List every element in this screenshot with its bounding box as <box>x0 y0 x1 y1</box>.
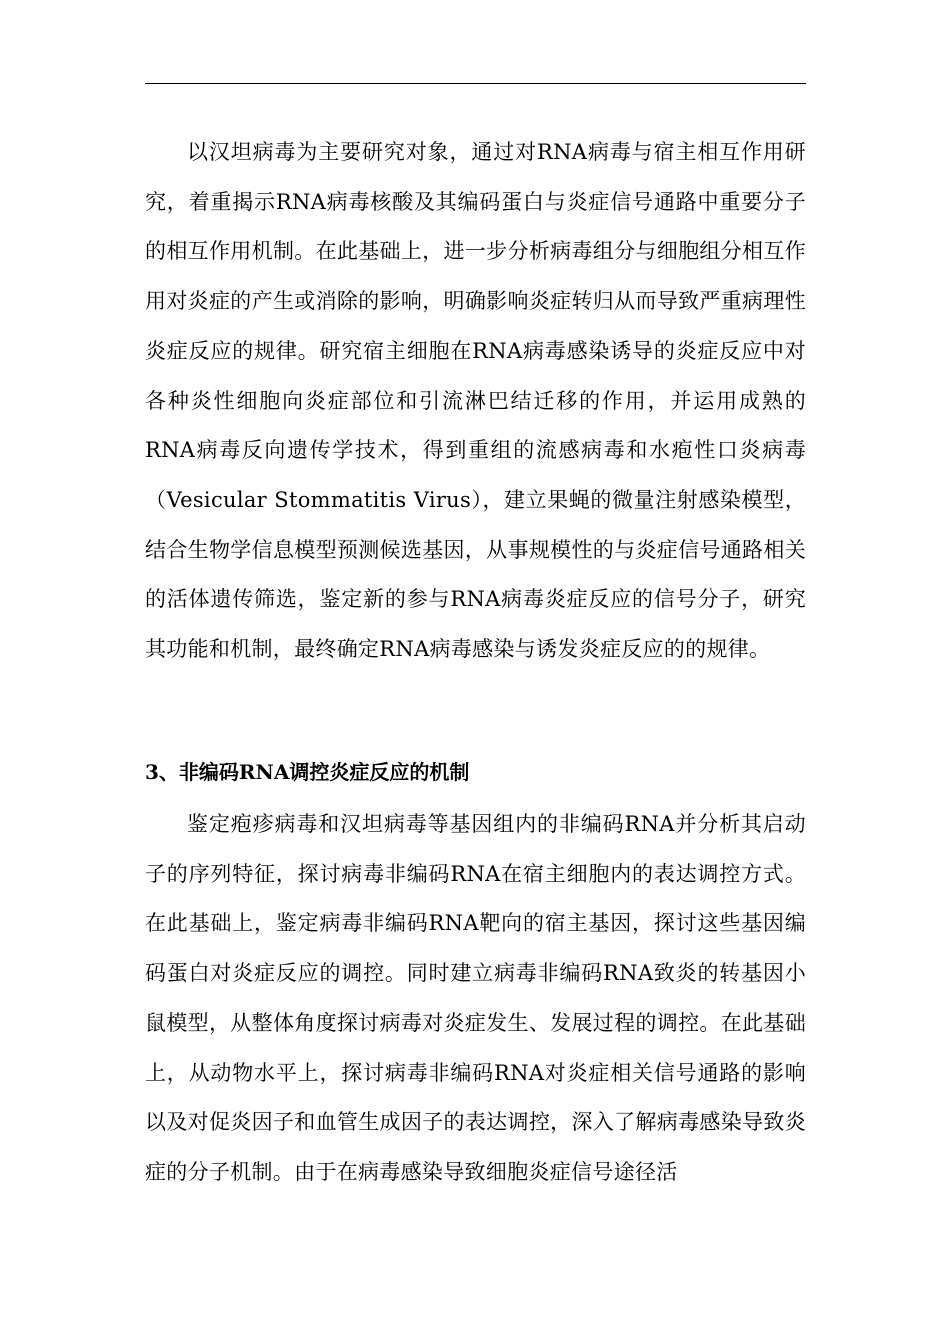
header-rule <box>145 83 806 84</box>
section-heading: 3、非编码RNA调控炎症反应的机制 <box>145 760 470 784</box>
body-paragraph: 鉴定疱疹病毒和汉坦病毒等基因组内的非编码RNA并分析其启动子的序列特征，探讨病毒非编码RNA在宿主细胞内的表达调控方式。在此基础上，鉴定病毒非编码RNA靶向的宿主基因，探讨这些基因编码蛋白对炎症反应的调控。同时建立病毒非编码RNA致炎的转基因小鼠模型，从整体角度探讨病毒对炎症发生、发展过程的调控。在此基础上，从动物水平上，探讨病毒非编码RNA对炎症相关信号通路的影响以及对促炎因子和血管生成因子的表达调控，深入了解病毒感染导致炎症的分子机制。由于在病毒感染导致细胞炎症信号途径活 <box>145 812 806 1184</box>
body-paragraph: 以汉坦病毒为主要研究对象，通过对RNA病毒与宿主相互作用研究，着重揭示RNA病毒核酸及其编码蛋白与炎症信号通路中重要分子的相互作用机制。在此基础上，进一步分析病毒组分与细胞组分相互作用对炎症的产生或消除的影响，明确影响炎症转归从而导致严重病理性炎症反应的规律。研究宿主细胞在RNA病毒感染诱导的炎症反应中对各种炎性细胞向炎症部位和引流淋巴结迁移的作用，并运用成熟的RNA病毒反向遗传学技术，得到重组的流感病毒和水疱性口炎病毒（Vesicular Stommatitis Virus），建立果蝇的微量注射感染模型，结合生物学信息模型预测候选基因，从事规模性的与炎症信号通路相关的活体遗传筛选，鉴定新的参与RNA病毒炎症反应的信号分子，研究其功能和机制，最终确定RNA病毒感染与诱发炎症反应的的规律。 <box>145 140 806 662</box>
